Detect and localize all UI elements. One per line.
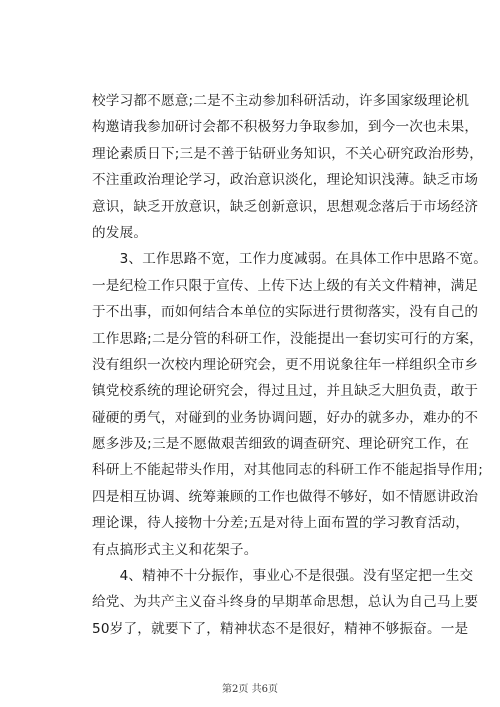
- text-line: 四是相互协调、统筹兼顾的工作也做得不够好，如不情愿讲政治: [92, 488, 479, 505]
- text-line: 的发展。: [92, 224, 148, 241]
- text-line: 科研上不能起带头作用，对其他同志的科研工作不能起指导作用;: [92, 462, 484, 479]
- text-line: 镇党校系统的理论研究会，得过且过，并且缺乏大胆负责，敢于: [92, 383, 479, 400]
- section-4-heading-line: 4、精神不十分振作，事业心不是很强。没有坚定把一生交: [92, 568, 474, 585]
- text-line: 意识，缺乏开放意识，缺乏创新意识，思想观念落后于市场经济: [92, 198, 479, 215]
- page-number-footer: 第2页 共6页: [222, 684, 278, 695]
- text-line: 构邀请我参加研讨会都不积极努力争取参加，到今一次也未果，: [92, 119, 479, 136]
- text-line: 愿多涉及;三是不愿做艰苦细致的调查研究、理论研究工作，在: [92, 436, 470, 453]
- text-line: 给党、为共产主义奋斗终身的早期革命思想，总认为自己马上要: [92, 594, 479, 611]
- text-line: 工作思路;二是分管的科研工作，没能提出一套切实可行的方案，: [92, 330, 484, 347]
- text-line: 有点搞形式主义和花架子。: [92, 541, 258, 558]
- text-line: 理论课，待人接物十分差;五是对待上面布置的学习教育活动，: [92, 515, 470, 532]
- text-line: 于不出事，而如何结合本单位的实际进行贯彻落实，没有自己的: [92, 304, 479, 321]
- document-body: [92, 88, 488, 642]
- text-line: 50岁了，就要下了，精神状态不是很好，精神不够振奋。一是: [92, 620, 469, 637]
- text-line: 校学习都不愿意;二是不主动参加科研活动，许多国家级理论机: [92, 93, 470, 109]
- section-3-heading-line: 3、工作思路不宽，工作力度减弱。在具体工作中思路不宽。: [92, 251, 488, 268]
- text-line: 不注重政治理论学习，政治意识淡化，理论知识浅薄。缺乏市场: [92, 172, 479, 189]
- text-line: 碰硬的勇气，对碰到的业务协调问题，好办的就多办，难办的不: [92, 409, 479, 426]
- text-line: 一是纪检工作只限于宣传、上传下达上级的有关文件精神，满足: [92, 277, 479, 294]
- text-line: 理论素质日下;三是不善于钻研业务知识，不关心研究政治形势，: [92, 145, 484, 162]
- text-line: 没有组织一次校内理论研究会，更不用说象往年一样组织全市乡: [92, 356, 479, 373]
